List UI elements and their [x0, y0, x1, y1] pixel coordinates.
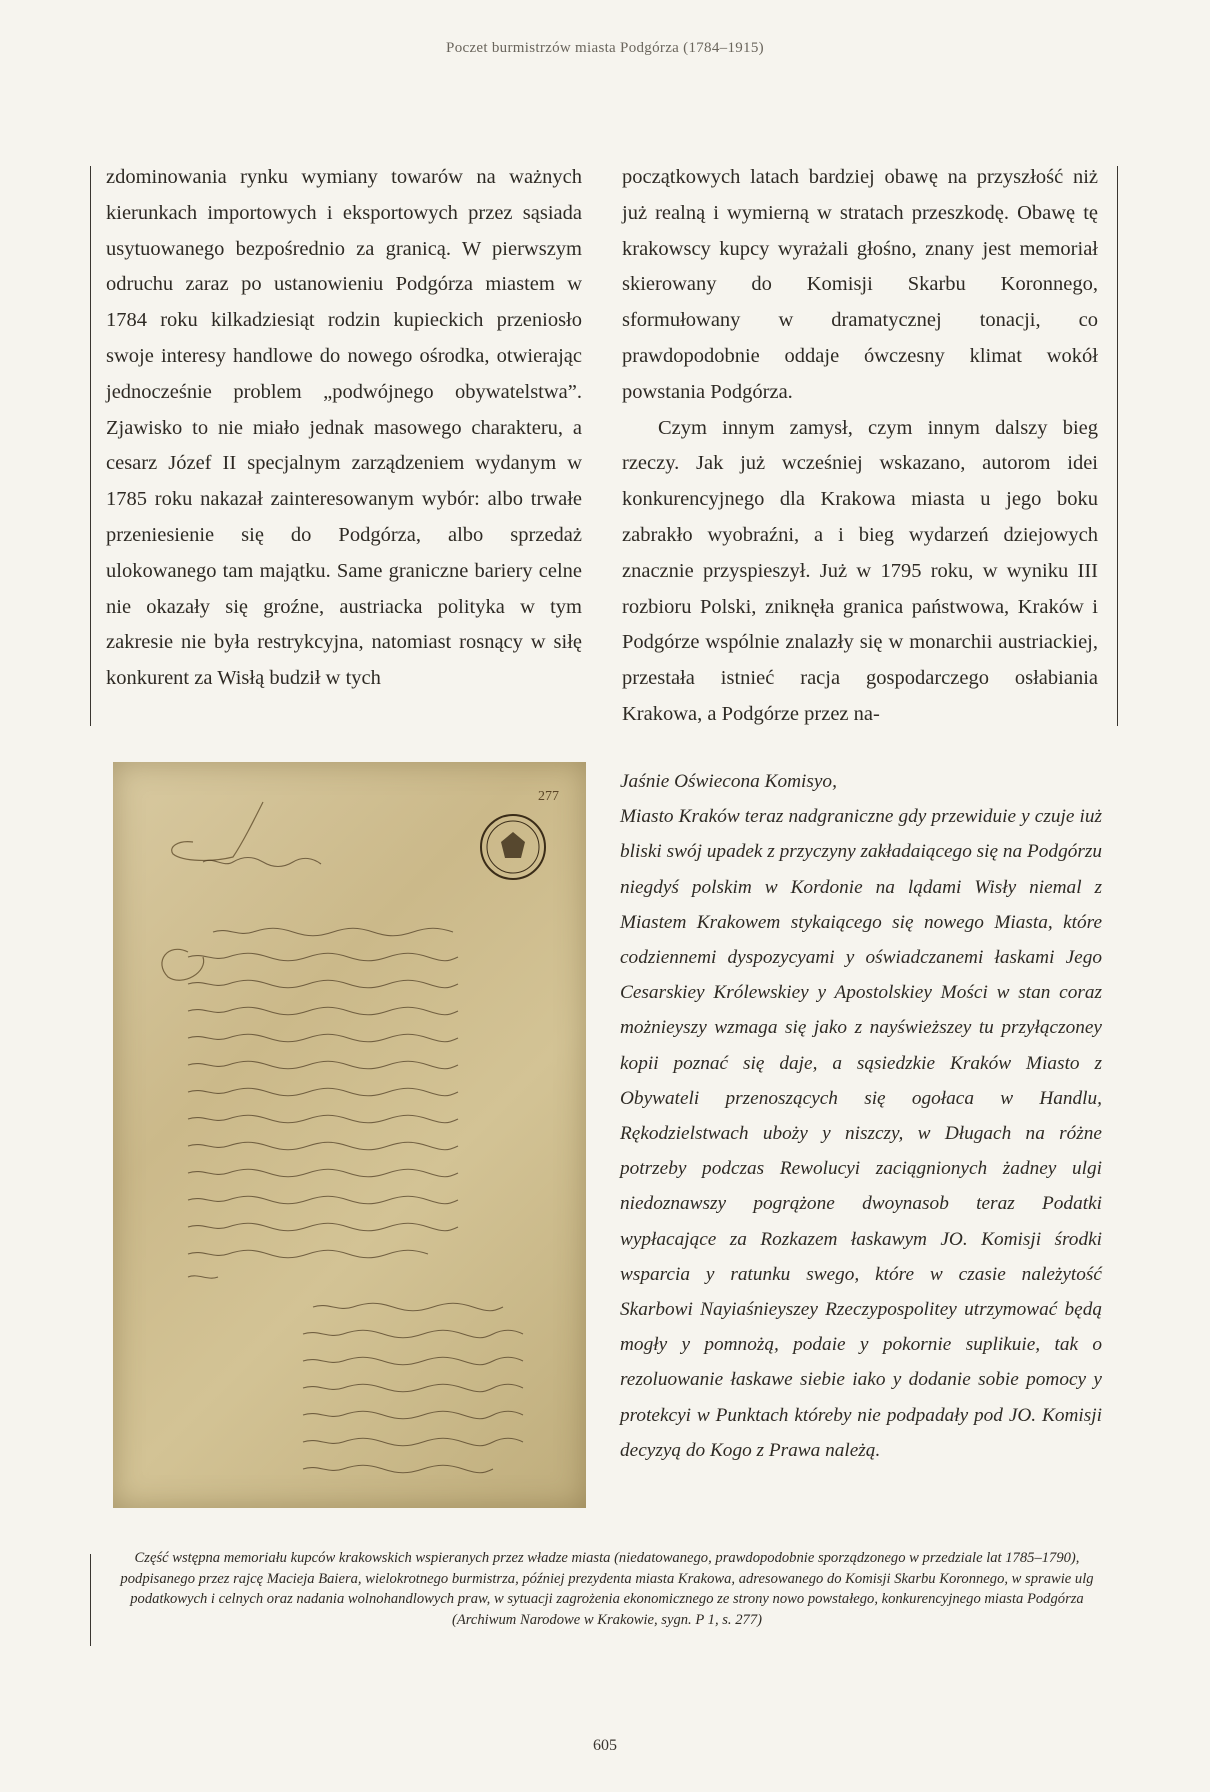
manuscript-page-mark: 277	[538, 789, 559, 804]
quote-text: Miasto Kraków teraz nadgraniczne gdy przewiduie y czuje iuż bliski swój upadek z przyczyny zakładaiącego się na Podgórzu niegdyś polskim w Kordonie na lądami Wisły niemal z Miastem Krakowem stykaiącego się nowego Miasta, które codziennemi dyspozycyami y oświadczanemi łaskami Jego Cesarskiey Królewskiey y Apostolskiey Mości w stan coraz możnieyszy wzmaga się jako z nayświeższey tu przyłączoney kopii poznać się daje, a sąsiedzkie Kraków Miasto z Obywateli przenoszących się ogołaca w Handlu, Rękodzielstwach uboży y niszczy, w Długach na różne potrzeby podczas Rewolucyi zaciągnionych żadney ulgi niedoznawszy pogrążone dwoynasob teraz Podatki wypłacające za Rozkazem łaskawym JO. Komisji środki wsparcia y ratunku swego, które w czasie należytość Skarbowi Nayiaśnieyszey Rzeczypospolitey utrzymować będą mogły y pomnożą, podaie y pokornie suplikuie, tak o rezoluowanie łaskawe siebie iako y dodanie sobie pomocy y protekcyi w Punktach któreby nie podpadały pod JO. Komisji decyzyą do Kogo z Prawa należą.	[620, 806, 1102, 1461]
memorial-quote	[620, 764, 1102, 1468]
handwriting-lines	[188, 858, 523, 1473]
figure-caption: Część wstępna memoriału kupców krakowskich wspieranych przez władze miasta (niedatowanego, prawdopodobnie sporządzonego w przedziale lat 1785–1790), podpisanego przez rajcę Macieja Baiera, wielokrotnego burmistrza, później prezydenta miasta Krakowa, adresowanego do Komisji Skarbu Koronnego, w sprawie ulg podatkowych i celnych oraz nadania wolnohandlowych praw, w sytuacji zagrożenia ekonomicznego ze strony nowo powstałego, konkurencyjnego miasta Podgórza (Archiwum Narodowe w Krakowie, sygn. P 1, s. 277)	[120, 1550, 1094, 1628]
left-column-paragraph: zdominowania rynku wymiany towarów na ważnych kierunkach importowych i eksportowych przez sąsiada usytuowanego bezpośrednio za granicą. W pierwszym odruchu zaraz po ustanowieniu Podgórza miastem w 1784 roku kilkadziesiąt rodzin kupieckich przeniosło swoje interesy handlowe do nowego ośrodka, otwierając jednocześnie problem „podwójnego obywatelstwa”. Zjawisko to nie miało jednak masowego charakteru, a cesarz Józef II specjalnym zarządzeniem wydanym w 1785 roku nakazał zainteresowanym wybór: albo trwałe przeniesienie się do Podgórza, albo sprzedaż ulokowanego tam majątku. Same graniczne bariery celne nie okazały się groźne, austriacka polityka w tym zakresie nie była restrykcyjna, natomiast rosnący w siłę konkurent za Wisłą budził w tych	[106, 166, 582, 690]
page-number: 605	[593, 1737, 617, 1754]
left-margin-rule	[90, 166, 91, 726]
quote-salutation: Jaśnie Oświecona Komisyo,	[620, 771, 837, 792]
manuscript-image	[113, 762, 586, 1508]
right-column-paragraph-1: początkowych latach bardziej obawę na przyszłość niż już realną i wymierną w stratach przeszkodę. Obawę tę krakowscy kupcy wyrażali głośno, znany jest memoriał skierowany do Komisji Skarbu Koronnego, sformułowany w dramatycznej tonacji, co prawdopodobnie oddaje ówczesny klimat wokół powstania Podgórza.	[622, 166, 1098, 403]
running-title: Poczet burmistrzów miasta Podgórza (1784–1915)	[446, 40, 764, 56]
seal-stamp	[481, 815, 545, 879]
right-text-column	[622, 160, 1098, 733]
left-text-column	[106, 160, 582, 697]
manuscript-drawing	[113, 762, 586, 1508]
right-margin-rule	[1117, 166, 1118, 726]
caption-margin-rule	[90, 1554, 91, 1646]
right-column-paragraph-2: Czym innym zamysł, czym innym dalszy bieg rzeczy. Jak już wcześniej wskazano, autorom idei konkurencyjnego dla Krakowa miasta u jego boku zabrakło wyobraźni, a i bieg wydarzeń dziejowych znacznie przyspieszył. Już w 1795 roku, w wyniku III rozbioru Polski, zniknęła granica państwowa, Kraków i Podgórze wspólnie znalazły się w monarchii austriackiej, przestała istnieć racja gospodarczego osłabiania Krakowa, a Podgórze przez na-	[622, 416, 1098, 725]
